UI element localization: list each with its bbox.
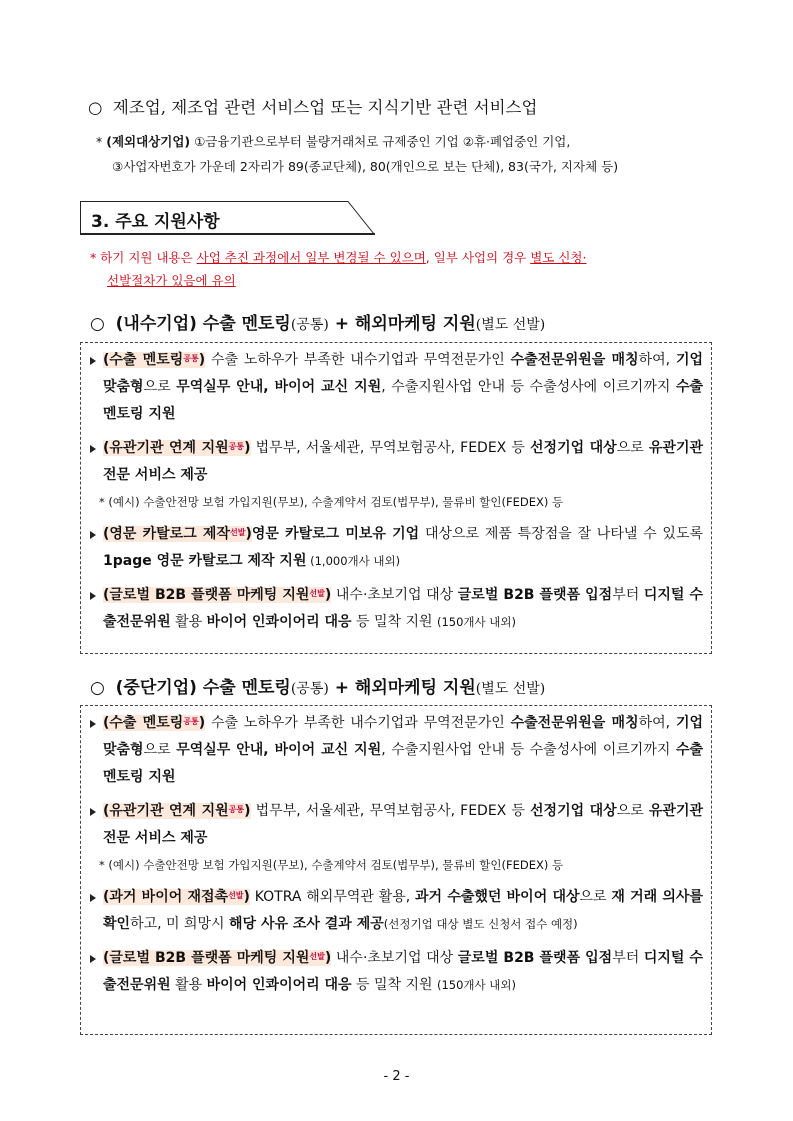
mentoring-g: , 수출지원사업 안내 등 수출성사에 이르기까지	[381, 742, 676, 758]
eligible-industries-text: 제조업, 제조업 관련 서비스업 또는 지식기반 관련 서비스업	[112, 98, 538, 117]
group2-tag-common: (공통)	[290, 681, 329, 697]
b2b-e: 활용	[170, 977, 207, 993]
group1-heading	[90, 309, 545, 334]
rebuyer-e: 하고, 미 희망시	[130, 916, 230, 932]
mentoring-text: 수출 노하우가 부족한 내수기업과 무역전문가인	[205, 352, 511, 368]
page-number: - 2 -	[383, 1069, 410, 1084]
org-b: 선정기업 대상	[530, 803, 617, 819]
list-item-mentoring	[89, 710, 703, 791]
list-item-mentoring	[89, 347, 703, 428]
b2b-c: 부터	[612, 950, 644, 966]
mentoring-d: 기업 맞춤형	[103, 715, 704, 758]
label-close: )	[245, 526, 252, 542]
sup-common: 공통	[183, 717, 199, 726]
warning-part-c: , 일부 사업의 경우	[425, 250, 531, 265]
b2b-h: (150개사 내외)	[437, 978, 517, 992]
circle-bullet-icon: ○	[88, 98, 103, 117]
mentoring-b: 수출전문위원을 매칭	[510, 715, 639, 731]
group1-tag-common: (공통)	[290, 317, 329, 333]
mentoring-g: , 수출지원사업 안내 등 수출성사에 이르기까지	[381, 379, 676, 395]
b2b-f: 바이어 인콰이어리 대응	[206, 614, 352, 630]
org-d: 유관기관 전문 서비스 제공	[103, 440, 703, 483]
list-item-org-support	[89, 798, 703, 852]
mentoring-f: 무역실무 안내, 바이어 교신 지원	[176, 379, 382, 395]
catalog-c: 1page 영문 카탈로그 제작 지원	[103, 553, 307, 569]
org-example-note: * (예시) 수출안전망 보험 가입지원(무보), 수출계약서 검토(법무부), 물류비 할인(FEDEX) 등	[99, 858, 564, 872]
mentoring-d: 기업 맞춤형	[103, 352, 704, 395]
org-label: (유관기관 연계 지원	[103, 803, 229, 819]
rebuyer-g: (선정기업 대상 별도 신청서 접수 예정)	[383, 917, 578, 931]
sup-select: 선발	[228, 891, 244, 900]
list-item-rebuyer	[89, 884, 703, 938]
mentoring-h: 수출 멘토링 지원	[103, 742, 703, 785]
triangle-bullet-icon	[90, 955, 96, 963]
list-item-b2b	[89, 582, 703, 636]
b2b-a: 내수·초보기업 대상	[331, 587, 458, 603]
b2b-h: (150개사 내외)	[437, 615, 517, 629]
mentoring-f: 무역실무 안내, 바이어 교신 지원	[176, 742, 382, 758]
sup-common: 공통	[183, 354, 199, 363]
list-item-catalog	[89, 521, 703, 575]
b2b-c: 부터	[612, 587, 644, 603]
catalog-a: 영문 카탈로그 미보유 기업	[251, 526, 420, 542]
rebuyer-c: 으로	[579, 889, 612, 905]
group2-mid: + 해외마케팅 지원	[328, 678, 476, 698]
rebuyer-f: 해당 사유 조사 결과 제공	[229, 916, 384, 932]
label-close: )	[324, 950, 332, 966]
mentoring-c: 하여,	[638, 352, 676, 368]
section-title: 3. 주요 지원사항	[91, 212, 220, 232]
sup-common: 공통	[228, 442, 245, 451]
warning-part-e: 선발절차가 있음에 유의	[107, 273, 236, 288]
sup-select: 선발	[309, 952, 325, 961]
org-text: 법무부, 서울세관, 무역보험공사, FEDEX 등	[250, 440, 531, 456]
exclusion-text-2: ③사업자번호가 가운데 2자리가 89(종교단체), 80(개인으로 보는 단체), 83(국가, 지자체 등)	[112, 159, 619, 174]
rebuyer-a: KOTRA 해외무역관 활용,	[249, 889, 416, 905]
b2b-b: 글로벌 B2B 플랫폼 입점	[457, 950, 613, 966]
triangle-bullet-icon	[90, 592, 96, 600]
catalog-label: (영문 카탈로그 제작	[103, 526, 230, 542]
b2b-d: 디지털 수출전문위원	[103, 950, 703, 993]
org-c: 으로	[616, 803, 649, 819]
warning-part-b: 사업 추진 과정에서 일부 변경될 수 있으며	[196, 250, 426, 265]
mentoring-h: 수출 멘토링 지원	[103, 379, 703, 422]
label-close: )	[198, 352, 206, 368]
list-item-b2b	[89, 945, 703, 999]
rebuyer-label: (과거 바이어 재접촉	[103, 889, 229, 905]
triangle-bullet-icon	[90, 445, 96, 453]
triangle-bullet-icon	[90, 531, 96, 539]
group2-title: (중단기업) 수출 멘토링	[115, 678, 291, 698]
sup-common: 공통	[228, 805, 245, 814]
b2b-b: 글로벌 B2B 플랫폼 입점	[457, 587, 613, 603]
b2b-a: 내수·초보기업 대상	[331, 950, 458, 966]
org-b: 선정기업 대상	[530, 440, 617, 456]
b2b-d: 디지털 수출전문위원	[103, 587, 703, 630]
group1-tag-select: (별도 선발)	[475, 317, 546, 333]
mentoring-c: 하여,	[638, 715, 676, 731]
label-close: )	[324, 587, 332, 603]
label-close: )	[243, 889, 250, 905]
org-label: (유관기관 연계 지원	[103, 440, 229, 456]
sup-select: 선발	[229, 528, 246, 537]
b2b-label: (글로벌 B2B 플랫폼 마케팅 지원	[103, 950, 310, 966]
org-text: 법무부, 서울세관, 무역보험공사, FEDEX 등	[250, 803, 531, 819]
mentoring-e: 으로	[143, 379, 177, 395]
label-close: )	[244, 803, 251, 819]
exclusion-label: (제외대상기업)	[106, 134, 191, 149]
label-close: )	[244, 440, 251, 456]
warning-part-d: 별도 신청·	[530, 250, 587, 265]
top-bullet-line	[88, 94, 537, 118]
triangle-bullet-icon	[90, 808, 96, 816]
b2b-label: (글로벌 B2B 플랫폼 마케팅 지원	[103, 587, 310, 603]
b2b-g: 등 밀착 지원	[351, 614, 437, 630]
b2b-f: 바이어 인콰이어리 대응	[206, 977, 352, 993]
note-star: *	[96, 134, 103, 149]
group1-title: (내수기업) 수출 멘토링	[115, 314, 291, 334]
warning-part-a: * 하기 지원 내용은	[90, 250, 197, 265]
exclusion-note	[96, 129, 736, 179]
group2-support-box	[80, 705, 712, 1035]
triangle-bullet-icon	[90, 894, 96, 902]
label-close: )	[198, 715, 206, 731]
circle-bullet-icon: ○	[90, 314, 105, 334]
b2b-g: 등 밀착 지원	[351, 977, 437, 993]
catalog-b: 대상으로 제품 특장점을 잘 나타낼 수 있도록	[419, 526, 704, 542]
org-d: 유관기관 전문 서비스 제공	[103, 803, 703, 846]
rebuyer-b: 과거 수출했던 바이어 대상	[415, 889, 580, 905]
change-warning-note	[90, 246, 730, 292]
triangle-bullet-icon	[90, 357, 96, 365]
org-example-note: * (예시) 수출안전망 보험 가입지원(무보), 수출계약서 검토(법무부), 물류비 할인(FEDEX) 등	[99, 495, 564, 509]
exclusion-text-1: ①금융기관으로부터 불량거래처로 규제중인 기업 ②휴·폐업중인 기업,	[190, 134, 571, 149]
group1-mid: + 해외마케팅 지원	[328, 314, 476, 334]
org-c: 으로	[616, 440, 649, 456]
mentoring-e: 으로	[143, 742, 177, 758]
mentoring-b: 수출전문위원을 매칭	[510, 352, 639, 368]
mentoring-label: (수출 멘토링	[103, 352, 184, 368]
section-header	[80, 201, 375, 235]
triangle-bullet-icon	[90, 720, 96, 728]
catalog-d: (1,000개사 내외)	[306, 554, 401, 568]
group1-support-box	[80, 342, 712, 654]
sup-select: 선발	[309, 589, 325, 598]
b2b-e: 활용	[170, 614, 207, 630]
mentoring-text: 수출 노하우가 부족한 내수기업과 무역전문가인	[205, 715, 511, 731]
circle-bullet-icon: ○	[90, 678, 105, 698]
list-item-org-support	[89, 435, 703, 489]
group2-heading	[90, 673, 545, 698]
rebuyer-d: 재 거래 의사를 확인	[103, 889, 703, 932]
mentoring-label: (수출 멘토링	[103, 715, 184, 731]
group2-tag-select: (별도 선발)	[475, 681, 546, 697]
